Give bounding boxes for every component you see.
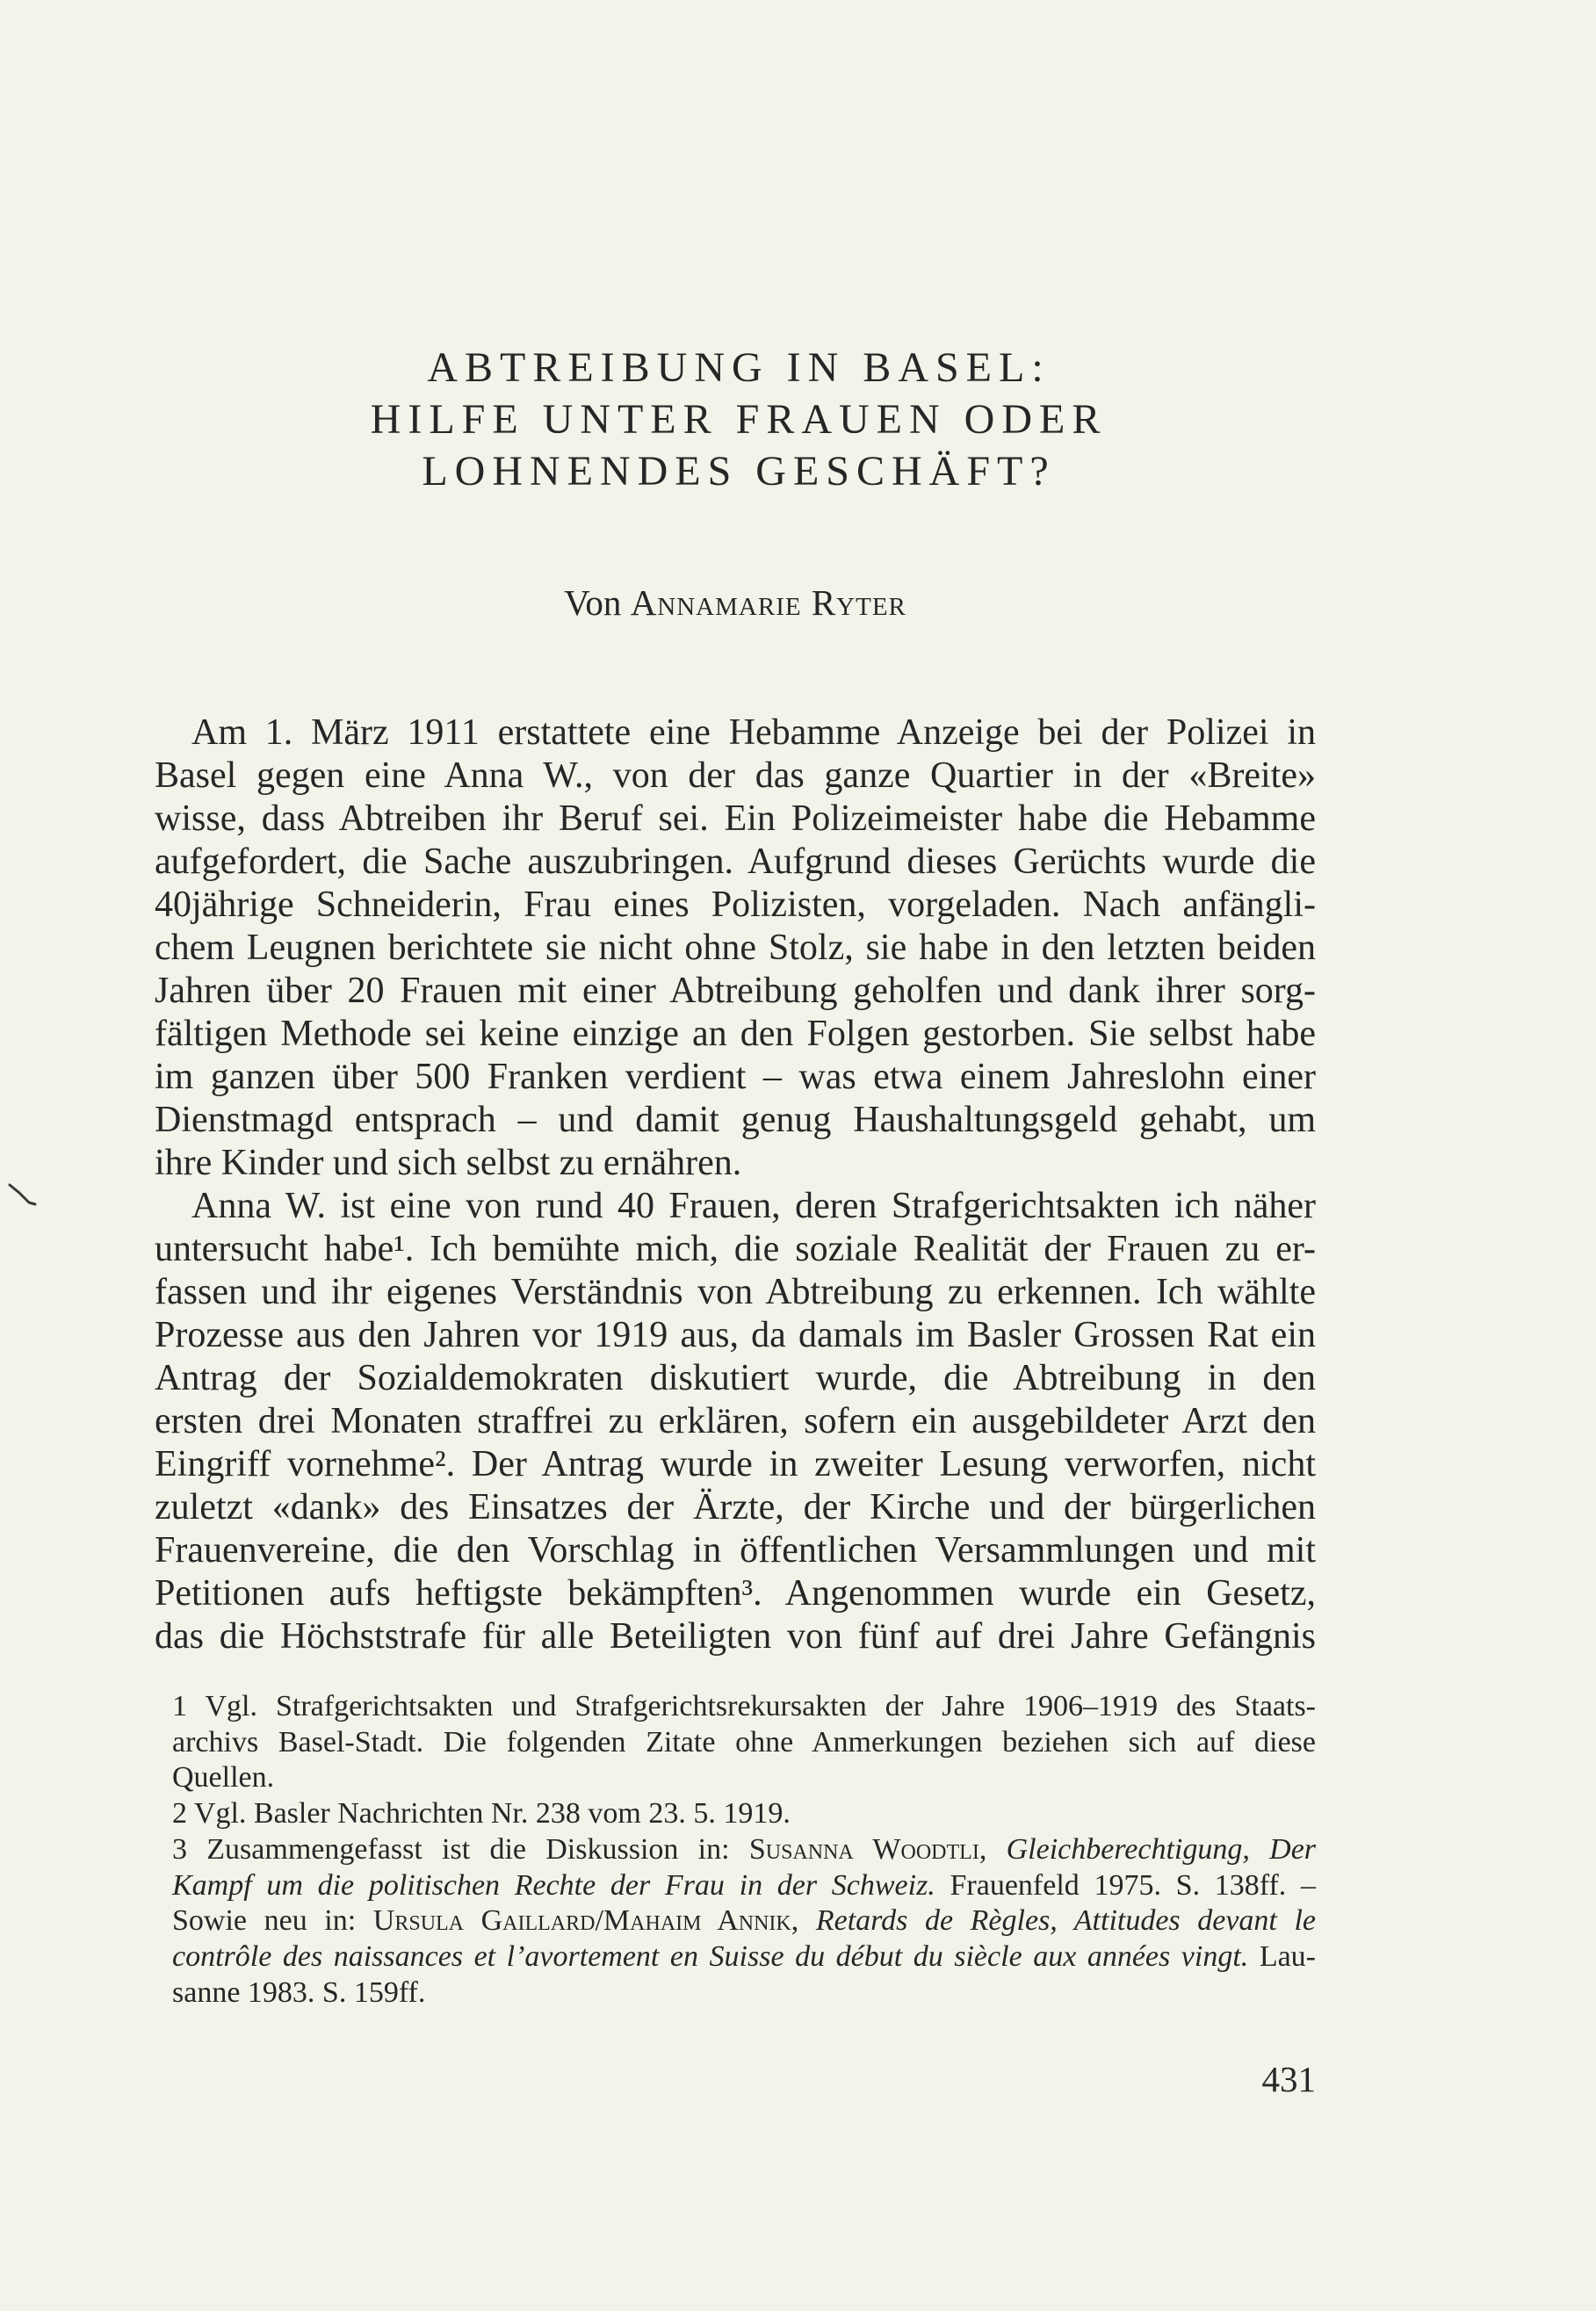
footnote-number: 3 — [172, 1832, 187, 1866]
body-line: Petitionen aufs heftigste bekämpften³. Angenommen wurde ein Gesetz, — [155, 1573, 1316, 1614]
footnote-text: Frauenfeld 1975. S. 138ff. – — [935, 1868, 1316, 1902]
pencil-mark — [0, 1177, 44, 1217]
body-line: das die Höchststrafe für alle Beteiligten von fünf auf drei Jahre Gefängnis — [155, 1616, 1316, 1657]
body-line: im ganzen über 500 Franken verdient – was etwa einem Jahreslohn einer — [155, 1057, 1316, 1097]
body-line: 40jährige Schneiderin, Frau eines Polizisten, vorgeladen. Nach anfängli- — [155, 885, 1316, 925]
article-body — [155, 711, 1316, 1658]
footnote-line — [172, 1725, 1316, 1761]
page-number: 431 — [1261, 2059, 1316, 2099]
cited-title: Retards de Règles, Attitudes devant le — [815, 1904, 1317, 1938]
cited-title: Gleichberechtigung, Der — [1006, 1832, 1317, 1866]
paragraph — [155, 1185, 1316, 1658]
article-title — [155, 342, 1316, 497]
footnote-text: , — [791, 1904, 816, 1938]
cited-author: Susanna Woodtli — [748, 1832, 979, 1866]
body-line: Antrag der Sozialdemokraten diskutiert wurde, die Abtreibung in den — [155, 1358, 1316, 1398]
footnote-text: sanne 1983. S. 159ff. — [172, 1975, 426, 2009]
byline — [155, 581, 1316, 625]
title-line: HILFE UNTER FRAUEN ODER — [370, 396, 1108, 443]
footnote-text: Sowie neu in: — [172, 1904, 373, 1938]
footnote-text: Vgl. Strafgerichtsakten und Strafgerichtsrekursakten der Jahre 1906–1919 des Staats- — [205, 1690, 1316, 1722]
footnotes — [172, 1689, 1316, 2011]
body-line: Basel gegen eine Anna W., von der das ganze Quartier in der «Breite» — [155, 755, 1316, 796]
footnote-line — [172, 1760, 1316, 1796]
footnote-line — [172, 1939, 1316, 1975]
cited-title: contrôle des naissances et l’avortement en Suisse du début du siècle aux années vingt. — [172, 1939, 1249, 1973]
footnote-text: Quellen. — [172, 1761, 275, 1795]
footnote-text: , — [979, 1832, 1007, 1866]
body-line: Prozesse aus den Jahren vor 1919 aus, da damals im Basler Grossen Rat ein — [155, 1315, 1316, 1355]
body-line: Frauenvereine, die den Vorschlag in öffentlichen Versammlungen und mit — [155, 1530, 1316, 1571]
body-line: aufgefordert, die Sache auszubringen. Aufgrund dieses Gerüchts wurde die — [155, 841, 1316, 882]
footnote-text: Vgl. Basler Nachrichten Nr. 238 vom 23. 5. 1919. — [193, 1797, 791, 1831]
body-line: chem Leugnen berichtete sie nicht ohne Stolz, sie habe in den letzten beiden — [155, 928, 1316, 968]
body-line: Anna W. ist eine von rund 40 Frauen, deren Strafgerichtsakten ich näher — [191, 1186, 1316, 1226]
body-line: Am 1. März 1911 erstattete eine Hebamme Anzeige bei der Polizei in — [191, 712, 1316, 753]
body-line: fältigen Methode sei keine einzige an den Folgen gestorben. Sie selbst habe — [155, 1014, 1316, 1054]
cited-title: Kampf um die politischen Rechte der Frau in der Schweiz. — [172, 1868, 935, 1902]
body-line: wisse, dass Abtreiben ihr Beruf sei. Ein Polizeimeister habe die Hebamme — [155, 798, 1316, 839]
body-line: untersucht habe¹. Ich bemühte mich, die soziale Realität der Frauen zu er- — [155, 1229, 1316, 1269]
footnote — [172, 1796, 1316, 1832]
footnote-line — [172, 1903, 1316, 1939]
body-line: Jahren über 20 Frauen mit einer Abtreibung geholfen und dank ihrer sorg- — [155, 971, 1316, 1011]
body-line: Eingriff vornehme². Der Antrag wurde in zweiter Lesung verworfen, nicht — [155, 1444, 1316, 1484]
footnote-line — [172, 1868, 1316, 1904]
title-line: ABTREIBUNG IN BASEL: — [427, 344, 1051, 391]
body-line: Dienstmagd entsprach – und damit genug Haushaltungsgeld gehabt, um — [155, 1100, 1316, 1140]
author-name: Annamarie Ryter — [630, 582, 906, 623]
footnote-line — [172, 1832, 1316, 1868]
footnote-text: archivs Basel-Stadt. Die folgenden Zitate ohne Anmerkungen beziehen sich auf diese — [172, 1725, 1316, 1759]
footnote-number: 2 — [172, 1797, 187, 1831]
body-line: zuletzt «dank» des Einsatzes der Ärzte, der Kirche und der bürgerlichen — [155, 1487, 1316, 1527]
paragraph — [155, 711, 1316, 1185]
footnote-line — [172, 1689, 1316, 1725]
footnote-text: Zusammengefasst ist die Diskussion in: — [206, 1832, 749, 1866]
footnote — [172, 1689, 1316, 1796]
title-line: LOHNENDES GESCHÄFT? — [422, 448, 1056, 495]
body-line: fassen und ihr eigenes Verständnis von Abtreibung zu erkennen. Ich wählte — [155, 1272, 1316, 1312]
footnote-text: Lau- — [1248, 1939, 1317, 1973]
footnote-line — [172, 1975, 1316, 2011]
body-line: ihre Kinder und sich selbst zu ernähren. — [155, 1143, 742, 1183]
cited-author: Ursula Gaillard/Mahaim Annik — [372, 1904, 791, 1938]
footnote-number: 1 — [172, 1690, 187, 1722]
body-line: ersten drei Monaten straffrei zu erklären, sofern ein ausgebildeter Arzt den — [155, 1401, 1316, 1441]
footnote-line — [172, 1796, 1316, 1832]
byline-prefix: Von — [564, 582, 622, 623]
footnote — [172, 1832, 1316, 2011]
